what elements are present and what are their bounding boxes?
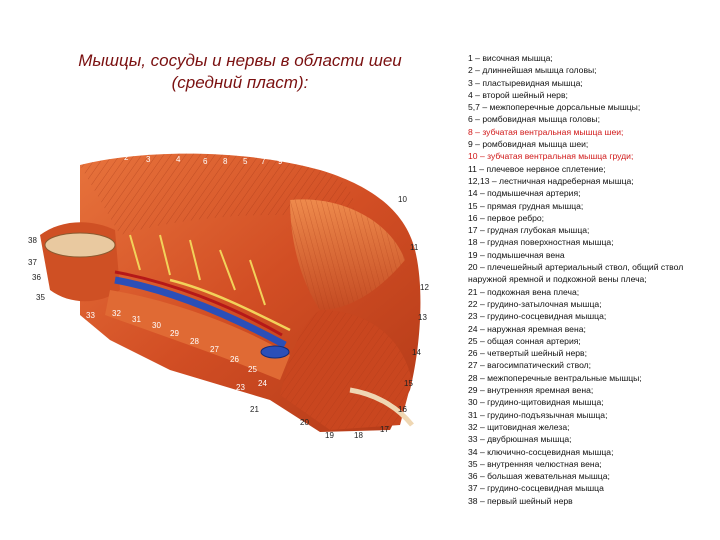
legend-item: 30 – грудино-щитовидная мышца;	[468, 397, 604, 408]
legend-item: 1 – височная мышца;	[468, 53, 553, 63]
legend-item: 34 – ключично-сосцевидная мышца;	[468, 446, 614, 457]
legend-item: 14 – подмышечная артерия;	[468, 188, 581, 199]
figure-number-label: 37	[28, 258, 37, 267]
legend-item: 9 – ромбовидная мышца шеи;	[468, 139, 589, 150]
figure-number-label: 7	[261, 157, 266, 166]
figure-number-label: 28	[190, 337, 199, 346]
legend-item: 16 – первое ребро;	[468, 212, 545, 223]
legend-list	[468, 52, 716, 507]
figure-number-label: 13	[418, 313, 427, 322]
legend-item: 26 – четвертый шейный нерв;	[468, 348, 588, 359]
figure-number-label: 2	[124, 153, 129, 162]
figure-number-label: 24	[258, 379, 267, 388]
legend-item: 33 – двубрюшная мышца;	[468, 434, 572, 445]
figure-number-label: 9	[278, 157, 283, 166]
figure-number-label: 30	[152, 321, 161, 330]
figure-number-label: 22	[242, 395, 251, 404]
figure-number-label: 34	[60, 311, 69, 320]
figure-number-label: 3	[146, 155, 151, 164]
slide-title	[40, 50, 440, 94]
figure-number-label: 38	[28, 236, 37, 245]
figure-number-label: 4	[176, 155, 181, 164]
figure-number-label: 15	[404, 379, 413, 388]
figure-number-label: 25	[248, 365, 257, 374]
legend-item: 36 – большая жевательная мышца;	[468, 471, 610, 482]
figure-number-label: 14	[412, 348, 421, 357]
figure-number-label: 35	[36, 293, 45, 302]
figure-number-label: 20	[300, 418, 309, 427]
figure-number-label: 23	[236, 383, 245, 392]
figure-number-label: 18	[354, 431, 363, 440]
mandible-bone	[45, 233, 115, 257]
figure-number-label: 12	[420, 283, 429, 292]
legend-item: 35 – внутренняя челюстная вена;	[468, 458, 602, 469]
title-line-2: (средний пласт):	[171, 73, 309, 92]
figure-number-label: 26	[230, 355, 239, 364]
legend-item: 37 – грудино-сосцевидная мышца	[468, 483, 604, 494]
anatomical-illustration	[20, 140, 440, 440]
axillary-vein-section	[261, 346, 289, 358]
legend-item: 17 – грудная глубокая мышца;	[468, 225, 590, 236]
figure-number-label: 31	[132, 315, 141, 324]
legend-item: 8 – зубчатая вентральная мышца шеи;	[468, 126, 624, 137]
legend-item: 3 – пластыревидная мышца;	[468, 77, 583, 88]
legend-item: 15 – прямая грудная мышца;	[468, 200, 584, 211]
legend-item: 22 – грудино-затылочная мышца;	[468, 298, 602, 309]
legend-item: 12,13 – лестничная надреберная мышца;	[468, 175, 634, 186]
legend-item: 5,7 – межпоперечные дорсальные мышцы;	[468, 102, 641, 113]
figure-number-label: 17	[380, 425, 389, 434]
legend-item: 31 – грудино-подъязычная мышца;	[468, 409, 608, 420]
figure-number-label: 32	[112, 309, 121, 318]
legend-item: 23 – грудино-сосцевидная мышца;	[468, 311, 607, 322]
figure-number-label: 16	[398, 405, 407, 414]
figure-number-label: 21	[250, 405, 259, 414]
legend-item: 2 – длиннейшая мышца головы;	[468, 65, 597, 76]
legend-item: 25 – общая сонная артерия;	[468, 335, 581, 346]
figure-number-label: 8	[223, 157, 228, 166]
figure-number-label: 5	[243, 157, 248, 166]
figure-number-label: 10	[398, 195, 407, 204]
figure-number-label: 11	[410, 243, 419, 252]
figure-number-label: 36	[32, 273, 41, 282]
figure-number-label: 6	[203, 157, 208, 166]
legend-item: 10 – зубчатая вентральная мышца груди;	[468, 151, 634, 162]
figure-number-label: 27	[210, 345, 219, 354]
legend-item: 11 – плечевое нервное сплетение;	[468, 163, 606, 174]
legend-item: 6 – ромбовидная мышца головы;	[468, 114, 600, 125]
legend-item: 27 – вагосимпатический ствол;	[468, 360, 592, 371]
figure-number-label: 1	[82, 151, 87, 160]
figure-number-label: 19	[325, 431, 334, 440]
legend-item: 20 – плечешейный артериальный ствол, общий ствол наружной яремной и подкожной вены плеча;	[468, 262, 684, 285]
legend-item: 24 – наружная яремная вена;	[468, 323, 586, 334]
legend-item: 4 – второй шейный нерв;	[468, 89, 568, 100]
legend-item: 28 – межпоперечные вентральные мышцы;	[468, 372, 642, 383]
legend-item: 32 – щитовидная железа;	[468, 421, 570, 432]
figure-number-label: 29	[170, 329, 179, 338]
legend-item: 19 – подмышечная вена	[468, 249, 565, 260]
figure-number-label: 33	[86, 311, 95, 320]
legend-item: 38 – первый шейный нерв	[468, 495, 573, 506]
legend-item: 18 – грудная поверхностная мышца;	[468, 237, 614, 248]
legend-item: 21 – подкожная вена плеча;	[468, 286, 580, 297]
legend-item: 29 – внутренняя яремная вена;	[468, 385, 594, 396]
title-line-1: Мышцы, сосуды и нервы в области шеи	[78, 51, 402, 70]
